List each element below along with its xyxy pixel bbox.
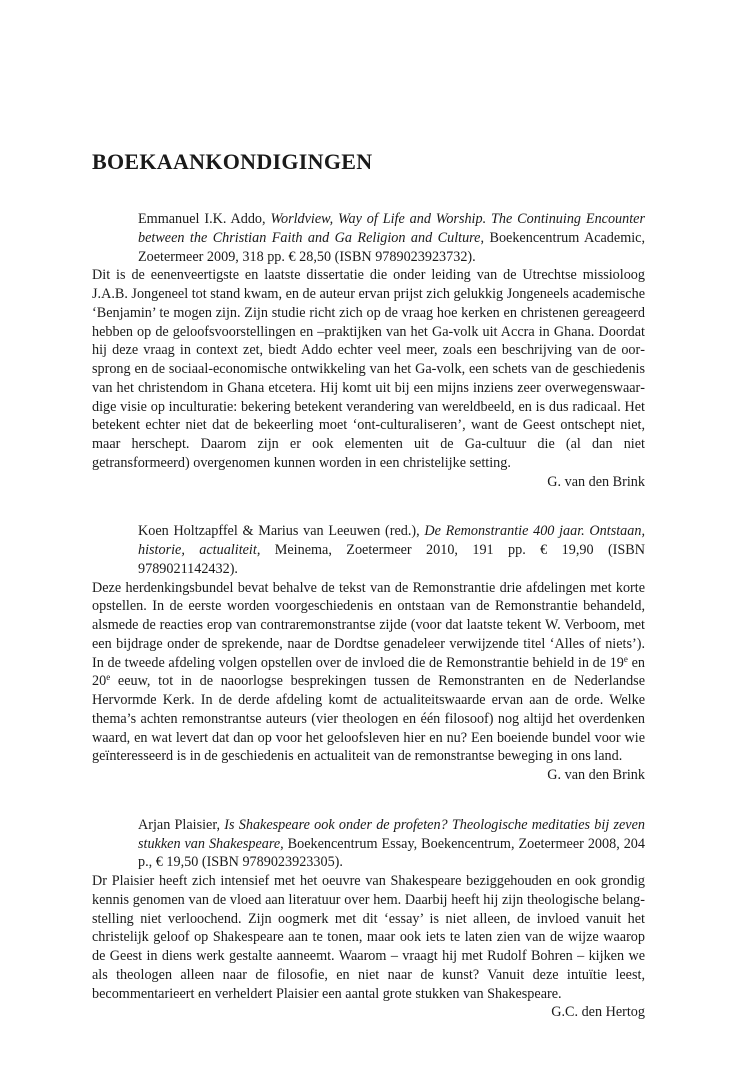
review-list — [92, 210, 645, 1053]
book-author: Arjan Plaisier — [138, 816, 217, 833]
review-text-part: en 20 — [92, 654, 645, 690]
superscript: e — [106, 672, 111, 683]
superscript: e — [623, 653, 628, 664]
reviewer-signature: G. van den Brink — [547, 767, 645, 783]
book-citation: Arjan Plaisier, Is Shakespeare ook onder de profeten? Theologische meditaties bij zeven stukken van Shakespeare, Boekencentrum Essay, Boekencentrum, Zoetermeer 2008, 204 p., € 19,50 (ISBN 9789023923305). — [138, 816, 645, 871]
page-title: BOEKAANKONDIGINGEN — [92, 149, 373, 174]
reviewer-signature: G. van den Brink — [547, 473, 645, 490]
reviewer-signature: G.C. den Hertog — [551, 1004, 645, 1021]
book-title: De Remonstrantie 400 jaar. Ontstaan, historie, actualiteit — [138, 523, 646, 558]
book-publication: Boekencentrum Essay, Boekencentrum, Zoetermeer 2008, 204 p., € 19,50 (ISBN 9789023923305). — [138, 835, 645, 871]
book-publication: Boekencentrum Academic, Zoetermeer 2009, 318 pp. € 28,50 (ISBN 9789023923732). — [138, 229, 646, 265]
book-publication: Meinema, Zoetermeer 2010, 191 pp. € 19,90 (ISBN 9789021142432). — [138, 542, 645, 577]
review-shakespeare — [92, 816, 645, 1022]
review-text-part: Deze herdenkingsbundel bevat behalve de tekst van de Remonstrantie drie afdelingen met korte opstellen. In de eerste worden voorgeschiedenis en ontstaan van de Remonstrantie behandeld, alsmede de reacties erop van contraremonstrantse zijde (voor dat laatste tekent W. Verboom, met een bijdrage onder de sprekende, naar de Dordtse genadeleer verwijzende titel ‘Alles of niets’). In de tweede afdeling volgen opstellen over de invloed die de Remonstrantie behield in de 19 — [92, 579, 645, 671]
review-text: Dr Plaisier heeft zich intensief met het oeuvre van Shakespeare beziggehouden en ook grondig kennis genomen van de vloed aan literatuur over hem. Daarbij heeft hij zijn theologische belangstelling niet verloochend. Zijn oogmerk met dit ‘essay’ is niet alleen, de invloed vanuit het christelijk geloof op Shakespeare aan te tonen, maar ook iets te laten zien van de wijze waarop de Geest in diens werk gestalte aanneemt. Waarom – vraagt hij met Rudolf Bohren – kijken we als theologen alleen naar de filosofie, en niet naar de kunst? Vanuit deze intuïtie leest, becommentarieert en verheldert Plaisier een aantal grote stukken van Shakespeare. — [92, 873, 645, 1002]
book-author: Emmanuel I.K. Addo — [138, 211, 263, 227]
book-title: Worldview, Way of Life and Worship. The Continuing Encounter between the Christian Faith and Ga Religion and Culture — [138, 211, 645, 246]
review-text-part: eeuw, tot in de naoorlogse besprekingen tussen de Remonstranten en de Nederlandse Hervormde Kerk. In de derde afdeling komt de actualiteitswaarde ervan aan de orde. Welke thema’s achten remonstrantse auteurs (vier theologen en één filosoof) nog altijd het overdenken waard, en wat levert dat dan op voor het geloofsleven hier en nu? Een boeiende bundel voor wie geïnteresseerd is in de geschiedenis en actualiteit van de remonstrantse beweging in ons land. — [92, 673, 645, 765]
book-author: Koen Holtzapffel & Marius van Leeuwen (red.) — [138, 523, 417, 540]
review-text: Dit is de eenenveertigste en laatste dissertatie die onder leiding van de Utrechtse missioloog J.A.B. Jongeneel tot stand kwam, en de auteur ervan prijst zich gelukkig Jongeneels academische ‘Benjamin’ te mogen zijn. Zijn studie richt zich op de vraag hoe kerken en christenen gereageerd hebben op de geloofsvoorstellingen en –praktijken van het Ga-volk uit Accra in Ghana. Doordat hij deze vraag in context zet, biedt Addo echter veel meer, zoals een beschrijving van de oorsprong en de sociaal-economische ontwikkeling van het Ga-volk, een schets van de geschiedenis van het christendom in Ghana etcetera. Hij komt uit bij een mijns inziens zeer overwegenswaardige visie op inculturatie: bekering betekent verandering van wereldbeeld, en is dus radicaal. Het betekent echter niet dat de bekeerling moet ‘ont-culturaliseren’, want de Geest ontschept niet, maar herschept. Daarom zijn er ook elementen uit de Ga-cultuur die (al dan niet getransformeerd) overgenomen kunnen worden in een christelijke setting. — [92, 267, 645, 471]
review-addo — [92, 210, 645, 491]
review-remonstrantie — [92, 522, 645, 785]
book-citation: Koen Holtzapffel & Marius van Leeuwen (red.), De Remonstrantie 400 jaar. Ontstaan, historie, actualiteit, Meinema, Zoetermeer 2010, 191 pp. € 19,90 (ISBN 9789021142432). — [138, 523, 646, 577]
review-text — [92, 579, 645, 767]
book-citation: Emmanuel I.K. Addo, Worldview, Way of Life and Worship. The Continuing Encounter between the Christian Faith and Ga Religion and Culture, Boekencentrum Academic, Zoetermeer 2009, 318 pp. € 28,50 (ISBN 9789023923732). — [138, 211, 646, 265]
book-title: Is Shakespeare ook onder de profeten? Theologische meditaties bij zeven stukken van Shakespeare — [138, 816, 645, 852]
